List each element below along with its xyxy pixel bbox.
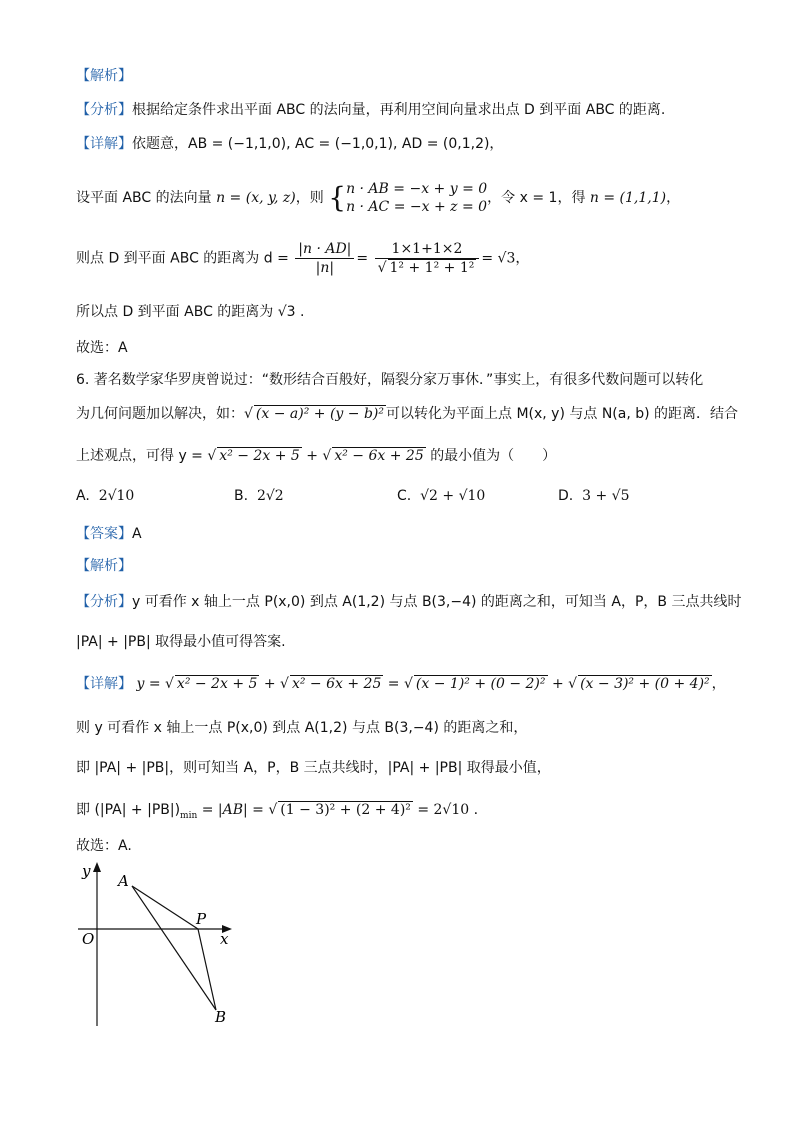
answer-line-2: 故选：A. xyxy=(76,838,132,854)
fraction-2-numerator: 1×1+1×2 xyxy=(375,240,480,259)
analysis-line-2 xyxy=(76,592,741,612)
equation-system xyxy=(346,180,487,216)
answer-block xyxy=(76,524,142,544)
detail-expr-1: x² − 2x + 5 xyxy=(176,676,258,692)
normal-vector-line xyxy=(76,180,680,216)
detail-label: 【详解】 xyxy=(76,136,132,152)
option-a: A. 2√10 xyxy=(76,488,135,504)
analysis-label: 【分析】 xyxy=(76,102,132,118)
normal-result: n = (1,1,1) xyxy=(589,190,667,206)
q6-line3-pre: 上述观点，可得 y = xyxy=(76,448,203,464)
option-d: D. 3 + √5 xyxy=(558,488,630,504)
label-B: B xyxy=(215,1008,227,1026)
fraction-1-denominator: |n| xyxy=(315,260,335,276)
answer-value: A xyxy=(132,526,142,542)
conclusion-line-1: 所以点 D 到平面 ABC 的距离为 √3 . xyxy=(76,304,305,320)
q6-distance-formula: (x − a)² + (y − b)² xyxy=(255,406,384,422)
min-pre: 即 (|PA| + |PB|) xyxy=(76,802,181,818)
analysis-line-1 xyxy=(76,100,665,120)
section-jiexi-1: 【解析】 xyxy=(76,68,132,84)
detail-line-1 xyxy=(76,134,503,154)
system-brace: { xyxy=(328,181,347,214)
normal-vec: n = (x, y, z) xyxy=(216,190,296,206)
distance-line: 则点 D 到平面 ABC 的距离为 d = $\frac{|n \cdot AD|}{|n|}$ = $\frac{1\times 1+1\times 2}{\text{√ 1² + 1² + 1²}}$ = √3， xyxy=(76,241,530,276)
then-line: 则 y 可看作 x 轴上一点 P(x,0) 到点 A(1,2) 与点 B(3,−4) 的距离之和， xyxy=(76,720,528,736)
min-expr: (1 − 3)² + (2 + 4)² xyxy=(280,802,411,818)
segment-AP xyxy=(132,886,198,929)
q6-expr-2: x² − 6x + 25 xyxy=(334,448,424,464)
option-b: B. 2√2 xyxy=(234,488,284,504)
min-sub: min xyxy=(180,810,198,821)
fraction-1-numerator: |n · AD| xyxy=(295,240,354,259)
q6-line3-post: 的最小值为（ ） xyxy=(430,448,557,464)
min-result: = 2√10 . xyxy=(417,802,479,818)
q6-line2-post: 可以转化为平面上点 M(x, y) 与点 N(a, b) 的距离．结合 xyxy=(386,406,739,422)
normal-pre: 设平面 ABC 的法向量 xyxy=(76,190,212,206)
distance-pre: 则点 D 到平面 ABC 的距离为 d = xyxy=(76,250,289,267)
analysis-line-3: |PA| + |PB| 取得最小值可得答案. xyxy=(76,634,286,650)
equation-2: n · AC = −x + z = 0 xyxy=(346,199,488,215)
section-jiexi-2: 【解析】 xyxy=(76,558,132,574)
label-A: A xyxy=(118,872,129,890)
q6-expr-1: x² − 2x + 5 xyxy=(219,448,300,464)
question-6-line-1: 6. 著名数学家华罗庚曾说过：“数形结合百般好，隔裂分家万事休．”事实上，有很多代数问题可以转化 xyxy=(76,372,704,388)
segment-PB xyxy=(198,929,216,1010)
segment-AB xyxy=(132,886,216,1010)
label-x: x xyxy=(220,930,229,948)
label-P: P xyxy=(196,910,207,928)
normal-end: ， xyxy=(666,190,681,206)
equation-1: n · AB = −x + y = 0 xyxy=(346,181,488,197)
option-c: C. √2 + √10 xyxy=(397,488,486,504)
analysis-2-label: 【分析】 xyxy=(76,594,132,610)
detail-expr-4: (x − 3)² + (0 + 4)² xyxy=(580,676,710,692)
label-y: y xyxy=(82,862,91,880)
answer-line-1: 故选：A xyxy=(76,340,128,356)
ji-line: 即 |PA| + |PB|，则可知当 A，P，B 三点共线时，|PA| + |PB| 取得最小值， xyxy=(76,760,551,776)
analysis-text: 根据给定条件求出平面 ABC 的法向量，再利用空间向量求出点 D 到平面 ABC 的距离. xyxy=(132,102,666,118)
distance-result: √3 xyxy=(497,250,516,267)
question-6-line-2: 为几何问题加以解决，如：√ (x − a)² + (y − b)² 可以转化为平面上点 M(x, y) 与点 N(a, b) 的距离．结合 xyxy=(76,406,739,422)
distance-end: ， xyxy=(515,250,530,267)
q6-line2-pre: 为几何问题加以解决，如： xyxy=(76,406,244,422)
fraction-2-denominator: √ 1² + 1² + 1² xyxy=(377,260,475,276)
min-line: 即 $(|PA| + |PB|)_{min} = |AB|$ = √ (1 − 3)² + (2 + 4)² = 2√10 . xyxy=(76,802,479,821)
analysis-2-text-1: y 可看作 x 轴上一点 P(x,0) 到点 A(1,2) 与点 B(3,−4) 的距离之和，可知当 A，P，B 三点共线时 xyxy=(132,594,742,610)
distance-fraction-1 xyxy=(295,240,354,277)
min-mid: = |AB| = xyxy=(201,802,264,818)
normal-let: ，令 x = 1，得 xyxy=(487,190,586,206)
detail-line-2: 【详解】 y = √ x² − 2x + 5 + √ x² − 6x + 25 = √ (x − 1)² + (0 − 2)² + √ (x − 3)² + (0 + 4)² ， xyxy=(76,676,726,692)
detail-vectors: 依题意，AB = (−1,1,0), AC = (−1,0,1), AD = (0,1,2)， xyxy=(132,136,504,152)
detail-expr-3: (x − 1)² + (0 − 2)² xyxy=(415,676,546,692)
geometry-figure xyxy=(60,856,250,1036)
y-axis-arrow xyxy=(93,862,101,872)
question-6-line-3: 上述观点，可得 y = √ x² − 2x + 5 + √ x² − 6x + 25 的最小值为（ ） xyxy=(76,448,557,464)
detail-2-label: 【详解】 xyxy=(76,676,132,692)
label-O: O xyxy=(82,930,95,948)
normal-then: ，则 xyxy=(295,190,324,206)
detail-expr-2: x² − 6x + 25 xyxy=(291,676,382,692)
answer-label: 【答案】 xyxy=(76,526,132,542)
distance-fraction-2 xyxy=(375,240,480,277)
